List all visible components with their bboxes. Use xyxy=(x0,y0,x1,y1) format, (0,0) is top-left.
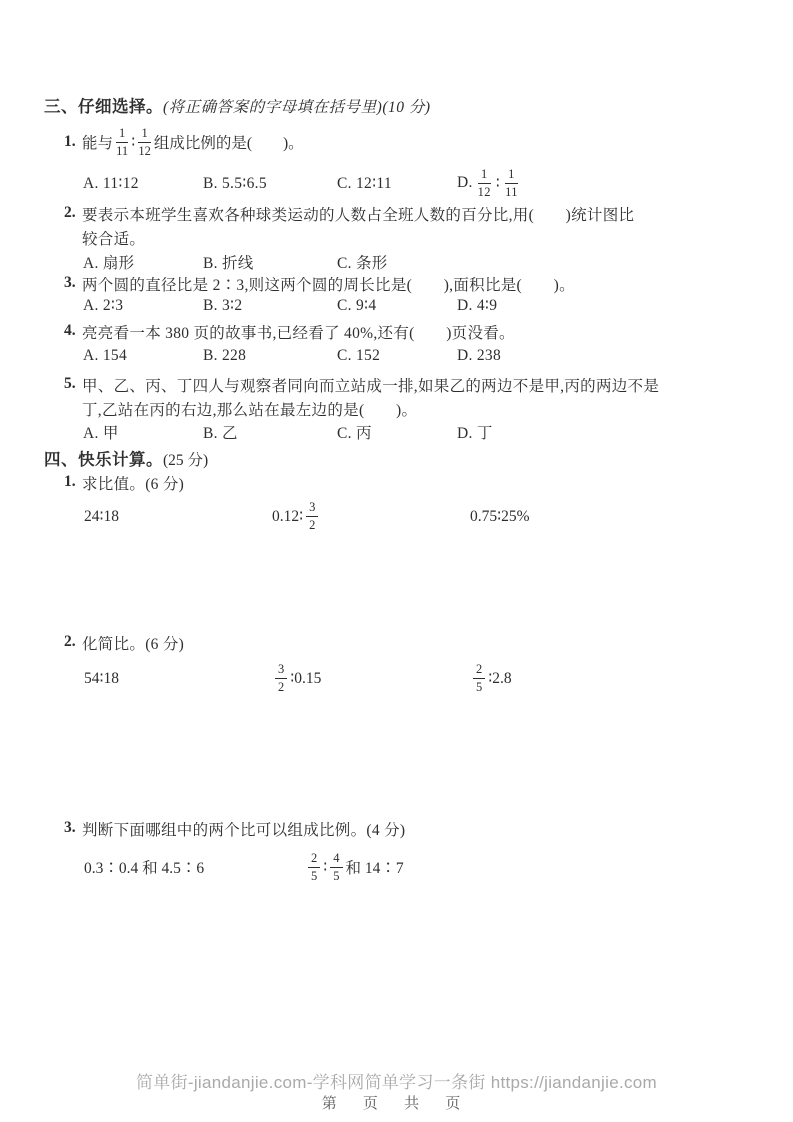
option-c: C. 丙 xyxy=(337,425,372,442)
section3-instruction: (将正确答案的字母填在括号里)(10 分) xyxy=(163,99,431,116)
question-3-stem xyxy=(64,274,575,298)
fraction-3-2: $\frac{3}{2}$ xyxy=(275,663,287,693)
option-d: D. 4∶9 xyxy=(457,297,498,314)
fraction-1-12: $\frac{1}{12}$ xyxy=(138,126,151,158)
option-a: A. 甲 xyxy=(83,425,119,442)
calc-3-number: 3. xyxy=(64,819,76,836)
calc-2-expressions xyxy=(84,654,784,702)
footer-page-indicator: 第 页 共 页 xyxy=(321,1095,472,1112)
question-2-text: 要表示本班学生喜欢各种球类运动的人数占全班人数的百分比,用( )统计图比 较合适。 xyxy=(82,207,635,248)
fraction-2-5: $\frac{2}{5}$ xyxy=(473,663,485,693)
fraction-3-2: $\frac{3}{2}$ xyxy=(306,501,318,531)
ratio-colon: ∶ xyxy=(495,174,501,192)
question-5-options xyxy=(83,421,773,443)
calc-3-label: 3. 判断下面哪组中的两个比可以组成比例。(4 分) xyxy=(64,819,406,839)
option-d-label: D. xyxy=(457,174,473,191)
option-a: A. 154 xyxy=(83,347,127,364)
question-4-number: 4. xyxy=(64,322,76,339)
question-3-text: 两个圆的直径比是 2∶3,则这两个圆的周长比是( ),面积比是( )。 xyxy=(82,277,575,294)
calc-3-expressions xyxy=(84,841,784,893)
question-1-text-post: 组成比例的是( )。 xyxy=(153,135,304,152)
expression-pair-1: 0.3∶0.4 和 4.5∶6 xyxy=(84,860,205,877)
ratio-colon: ∶ xyxy=(323,858,328,876)
section3-title: 三、仔细选择。 xyxy=(44,98,163,116)
option-b: B. 3∶2 xyxy=(203,297,243,314)
fraction-1-12: $\frac{1}{12}$ xyxy=(477,167,491,199)
option-d: D. 丁 xyxy=(457,425,493,442)
option-c: C. 条形 xyxy=(337,255,388,272)
section4-heading xyxy=(44,446,208,470)
question-2-number: 2. xyxy=(64,204,76,221)
section3-heading xyxy=(44,93,431,117)
question-5-stem xyxy=(64,375,659,423)
option-a: A. 扇形 xyxy=(83,255,135,272)
option-b: B. 乙 xyxy=(203,425,238,442)
calc-2-label: 2. 化简比。(6 分) xyxy=(64,633,185,653)
question-5-text: 甲、乙、丙、丁四人与观察者同向而立站成一排,如果乙的两边不是甲,丙的两边不是 丁,乙站在丙的右边,那么站在最左边的是( )。 xyxy=(82,378,660,419)
expression-3-2-015: $\frac{3}{2}$ ∶0.15 xyxy=(272,663,470,693)
question-3-number: 3. xyxy=(64,274,76,291)
question-4-options xyxy=(83,347,773,365)
question-4-text: 亮亮看一本 380 页的故事书,已经看了 40%,还有( )页没看。 xyxy=(82,325,515,342)
expression-24-18: 24∶18 xyxy=(84,507,120,525)
question-1-text-pre: 能与 xyxy=(82,135,114,152)
option-d xyxy=(457,168,773,198)
question-2-stem xyxy=(64,204,634,252)
option-b: B. 5.5∶6.5 xyxy=(203,174,267,192)
option-a: A. 11∶12 xyxy=(83,174,139,192)
option-a: A. 2∶3 xyxy=(83,297,124,314)
question-4-stem xyxy=(64,322,515,346)
option-d: D. 238 xyxy=(457,347,501,364)
question-1-stem xyxy=(64,118,304,166)
fraction-2-5: $\frac{2}{5}$ xyxy=(308,852,320,882)
option-c: C. 12∶11 xyxy=(337,174,392,192)
calc-2-number: 2. xyxy=(64,633,76,650)
ratio-colon: ∶ xyxy=(131,133,136,151)
section4-points: (25 分) xyxy=(163,452,209,469)
fraction-4-5: $\frac{4}{5}$ xyxy=(330,852,342,882)
expression-54-18: 54∶18 xyxy=(84,669,120,687)
footer-site-link: 简单街-jiandanjie.com-学科网简单学习一条街 https://jiandanjie.com xyxy=(135,1073,658,1092)
option-b: B. 228 xyxy=(203,347,247,364)
fraction-1-11: $\frac{1}{11}$ xyxy=(116,126,129,158)
option-c: C. 9∶4 xyxy=(337,297,377,314)
expression-012-3-2: 0.12∶ $\frac{3}{2}$ xyxy=(272,501,470,531)
calc-1-number: 1. xyxy=(64,473,76,490)
option-c: C. 152 xyxy=(337,347,381,364)
calc-1-label: 1. 求比值。(6 分) xyxy=(64,473,185,493)
question-5-number: 5. xyxy=(64,375,76,392)
expression-2-5-28: $\frac{2}{5}$ ∶2.8 xyxy=(470,663,784,693)
fraction-1-11: $\frac{1}{11}$ xyxy=(505,167,518,199)
option-b: B. 折线 xyxy=(203,255,254,272)
expression-075-25pct: 0.75∶25% xyxy=(470,507,530,525)
expression-pair-2: $\frac{2}{5}$ ∶ $\frac{4}{5}$ 和 14∶7 xyxy=(305,852,784,882)
question-1-number: 1. xyxy=(64,133,76,150)
question-3-options xyxy=(83,296,773,315)
question-1-options xyxy=(83,160,773,206)
question-2-options xyxy=(83,251,773,273)
calc-1-expressions xyxy=(84,492,784,540)
section4-title: 四、快乐计算。 xyxy=(44,451,163,469)
